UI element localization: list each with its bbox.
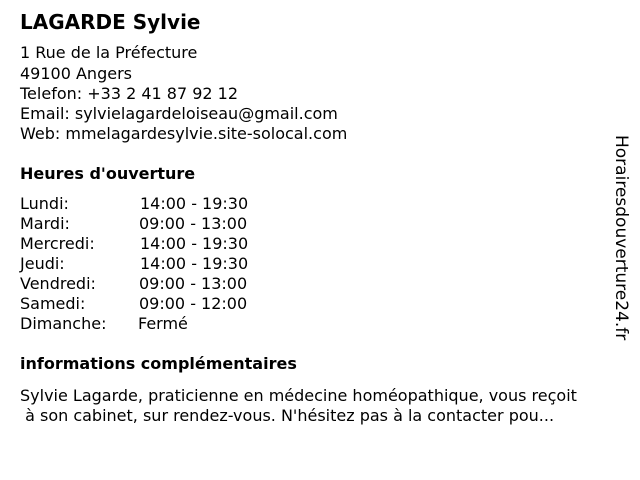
hours-day-label: Mardi:: [20, 214, 70, 233]
email-line: Email: sylvielagardeloiseau@gmail.com: [20, 104, 338, 123]
hours-day-label: Samedi:: [20, 294, 86, 313]
hours-row-saturday: [20, 294, 320, 314]
hours-day-label: Jeudi:: [20, 254, 65, 273]
description-line: à son cabinet, sur rendez-vous. N'hésitez pas à la contacter pou...: [20, 406, 555, 425]
hours-day-label: Vendredi:: [20, 274, 96, 293]
description-line: Sylvie Lagarde, praticienne en médecine homéopathique, vous reçoit: [20, 386, 577, 405]
hours-time-value: 09:00 - 13:00: [139, 274, 248, 293]
hours-day-label: Mercredi:: [20, 234, 95, 253]
address-street: 1 Rue de la Préfecture: [20, 43, 198, 62]
hours-day-label: Dimanche:: [20, 314, 107, 333]
hours-time-value: 14:00 - 19:30: [140, 234, 249, 253]
opening-hours-heading: Heures d'ouverture: [20, 164, 196, 183]
web-line: Web: mmelagardesylvie.site-solocal.com: [20, 124, 348, 143]
hours-row-tuesday: [20, 214, 320, 234]
business-name: LAGARDE Sylvie: [20, 10, 201, 34]
hours-row-thursday: [20, 254, 320, 274]
hours-row-wednesday: [20, 234, 320, 254]
additional-info-heading: informations complémentaires: [20, 354, 297, 373]
hours-time-value: 14:00 - 19:30: [140, 254, 249, 273]
address-city: 49100 Angers: [20, 64, 132, 83]
hours-row-monday: [20, 194, 320, 214]
hours-time-value: Fermé: [138, 314, 188, 333]
hours-row-sunday: [20, 314, 320, 334]
hours-time-value: 14:00 - 19:30: [140, 194, 249, 213]
hours-row-friday: [20, 274, 320, 294]
hours-time-value: 09:00 - 13:00: [139, 214, 248, 233]
site-watermark: Horairesdouverture24.fr: [611, 135, 631, 341]
phone-line: Telefon: +33 2 41 87 92 12: [20, 84, 239, 103]
description: [20, 386, 624, 426]
hours-day-label: Lundi:: [20, 194, 69, 213]
hours-time-value: 09:00 - 12:00: [139, 294, 248, 313]
